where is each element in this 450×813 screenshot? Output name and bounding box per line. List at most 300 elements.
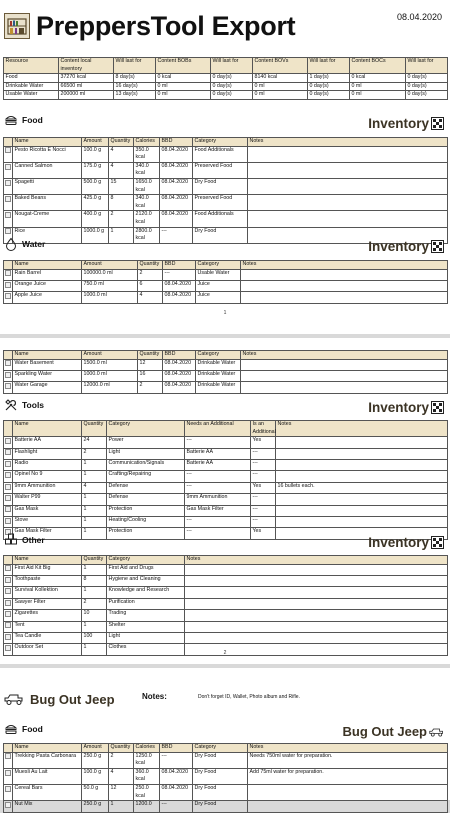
item-thumbnail-icon	[5, 484, 11, 490]
item-thumbnail-icon	[5, 383, 11, 389]
shelf-grid-icon	[431, 117, 444, 130]
table-cell: 08.04.2020	[163, 370, 196, 381]
column-header	[4, 351, 13, 360]
table-cell	[276, 448, 448, 459]
item-thumbnail-icon	[5, 438, 11, 444]
column-header	[4, 138, 13, 147]
bug-food-table	[3, 743, 448, 813]
table-cell	[241, 280, 448, 291]
item-thumbnail-icon	[5, 212, 11, 218]
table-cell: 1	[82, 459, 107, 470]
table-cell: ---	[251, 516, 276, 527]
bug-food-section-title: Food	[22, 724, 43, 734]
item-thumbnail-icon	[5, 461, 11, 467]
table-cell: Trading	[107, 610, 185, 621]
table-cell: Add 75ml water for preparation.	[248, 768, 448, 784]
export-header	[4, 6, 295, 46]
table-cell: Usable Water	[196, 269, 241, 280]
table-cell: ---	[185, 528, 251, 539]
column-header: Will last for	[211, 58, 253, 74]
table-cell: 10	[82, 610, 107, 621]
column-header: Quantity	[109, 138, 134, 147]
table-cell: ---	[160, 227, 193, 243]
column-header	[4, 556, 13, 565]
table-cell: 8	[82, 575, 107, 586]
item-image-cell	[4, 752, 13, 768]
item-image-cell	[4, 505, 13, 516]
table-row	[4, 211, 448, 227]
table-cell: 08.04.2020	[160, 195, 193, 211]
jeep-icon	[429, 726, 444, 738]
item-thumbnail-icon	[5, 577, 11, 583]
water-section-heading	[4, 237, 45, 251]
table-cell: Survival Kollektion	[13, 587, 82, 598]
table-cell: 8 day(s)	[114, 74, 156, 83]
table-cell: Power	[107, 437, 185, 448]
table-cell: 1	[82, 528, 107, 539]
table-cell: Dry Food	[193, 227, 248, 243]
table-cell: 360.0 kcal	[134, 768, 160, 784]
item-image-cell	[4, 768, 13, 784]
column-header: Needs an Additional	[185, 421, 251, 437]
table-cell: Toothpaste	[13, 575, 82, 586]
column-header: Calories	[134, 138, 160, 147]
table-row	[4, 162, 448, 178]
item-thumbnail-icon	[5, 449, 11, 455]
item-image-cell	[4, 632, 13, 643]
item-image-cell	[4, 195, 13, 211]
table-cell	[248, 146, 448, 162]
table-cell	[185, 564, 448, 575]
inventory-label-tools	[368, 400, 444, 415]
item-thumbnail-icon	[5, 372, 11, 378]
item-thumbnail-icon	[5, 282, 11, 288]
column-header: Resource	[4, 58, 59, 74]
table-row	[4, 437, 448, 448]
table-cell: Gas Mask Filter	[185, 505, 251, 516]
table-cell: 100.0 g	[82, 146, 109, 162]
table-cell: 0 day(s)	[406, 82, 448, 91]
item-thumbnail-icon	[5, 180, 11, 186]
item-thumbnail-icon	[5, 634, 11, 640]
table-cell: Food	[4, 74, 59, 83]
column-header: Quantity	[82, 556, 107, 565]
table-cell: 0 day(s)	[211, 91, 253, 100]
item-image-cell	[4, 146, 13, 162]
table-cell: Clothes	[107, 644, 185, 655]
table-cell: 1	[82, 505, 107, 516]
table-cell: 1500.0 ml	[82, 359, 138, 370]
table-row	[4, 598, 448, 609]
item-thumbnail-icon	[5, 786, 11, 792]
column-header: Category	[193, 744, 248, 753]
item-thumbnail-icon	[5, 293, 11, 299]
table-row	[4, 280, 448, 291]
table-cell: 0 ml	[156, 91, 211, 100]
table-cell: 0 kcal	[156, 74, 211, 83]
table-cell: Sawyer Filter	[13, 598, 82, 609]
table-cell	[185, 575, 448, 586]
column-header: Name	[13, 261, 82, 270]
item-image-cell	[4, 162, 13, 178]
burger-icon	[4, 113, 18, 127]
column-header: BBD	[163, 261, 196, 270]
other-section-title: Other	[22, 535, 45, 545]
table-row	[4, 448, 448, 459]
table-cell	[276, 437, 448, 448]
table-cell: Knowledge and Research	[107, 587, 185, 598]
table-row	[4, 801, 448, 812]
boxes-icon	[4, 533, 18, 547]
tools-table	[3, 420, 448, 540]
column-header: Category	[107, 421, 185, 437]
shelf-grid-icon	[431, 240, 444, 253]
item-image-cell	[4, 178, 13, 194]
item-thumbnail-icon	[5, 147, 11, 153]
table-cell: 4	[109, 162, 134, 178]
table-cell: 0 kcal	[350, 74, 406, 83]
table-cell	[276, 494, 448, 505]
table-row	[4, 505, 448, 516]
table-cell: Food Additionals	[193, 211, 248, 227]
item-image-cell	[4, 621, 13, 632]
table-cell: ---	[251, 448, 276, 459]
table-cell: Yes	[251, 437, 276, 448]
table-cell: 500.0 g	[82, 178, 109, 194]
table-cell: Defense	[107, 482, 185, 493]
table-cell	[241, 359, 448, 370]
table-cell	[185, 610, 448, 621]
table-cell: 0 day(s)	[406, 74, 448, 83]
table-cell	[241, 370, 448, 381]
column-header: Amount	[82, 138, 109, 147]
table-cell	[185, 621, 448, 632]
tools-section-title: Tools	[22, 400, 45, 410]
table-cell: 12	[109, 784, 134, 800]
item-image-cell	[4, 437, 13, 448]
wrench-screwdriver-icon	[4, 398, 18, 412]
table-cell	[241, 269, 448, 280]
table-cell: 1200.0	[134, 801, 160, 812]
table-cell: 100	[82, 632, 107, 643]
table-cell: Drinkable Water	[4, 82, 59, 91]
table-cell: 08.04.2020	[160, 768, 193, 784]
table-cell: 1	[82, 587, 107, 598]
bug-out-right-text: Bug Out Jeep	[342, 724, 427, 739]
bookshelf-logo-icon	[4, 13, 30, 39]
column-header: Calories	[134, 744, 160, 753]
table-cell: Tea Candle	[13, 632, 82, 643]
table-cell: 4	[109, 146, 134, 162]
item-image-cell	[4, 598, 13, 609]
table-cell: Water Garage	[13, 382, 82, 393]
table-cell: 2	[82, 598, 107, 609]
water-table	[3, 260, 448, 304]
table-cell: Drinkable Water	[196, 359, 241, 370]
table-cell	[248, 162, 448, 178]
table-cell: Sparkling Water	[13, 370, 82, 381]
column-header: Will last for	[114, 58, 156, 74]
item-image-cell	[4, 471, 13, 482]
column-header: Name	[13, 421, 82, 437]
inventory-label-water	[368, 239, 444, 254]
table-cell	[185, 587, 448, 598]
table-cell: 08.04.2020	[160, 784, 193, 800]
table-cell: Zigarettes	[13, 610, 82, 621]
table-cell: 350.0 kcal	[134, 146, 160, 162]
item-image-cell	[4, 382, 13, 393]
item-thumbnail-icon	[5, 228, 11, 234]
column-header: Is an Additional	[251, 421, 276, 437]
item-thumbnail-icon	[5, 506, 11, 512]
table-cell: 08.04.2020	[163, 280, 196, 291]
table-cell: ---	[185, 437, 251, 448]
table-cell: 8	[109, 195, 134, 211]
table-cell: Opinel No 9	[13, 471, 82, 482]
table-cell: 340.0 kcal	[134, 162, 160, 178]
table-row	[4, 370, 448, 381]
item-image-cell	[4, 516, 13, 527]
table-cell: 16	[138, 370, 163, 381]
table-row	[4, 587, 448, 598]
item-image-cell	[4, 575, 13, 586]
table-cell: 0 ml	[253, 82, 308, 91]
item-image-cell	[4, 610, 13, 621]
page-1	[0, 0, 450, 334]
table-cell: First Aid and Drugs	[107, 564, 185, 575]
inventory-label-text: Inventory	[368, 239, 429, 254]
table-cell: 4	[109, 768, 134, 784]
table-cell: Communication/Signals	[107, 459, 185, 470]
column-header: Name	[13, 744, 82, 753]
item-thumbnail-icon	[5, 270, 11, 276]
table-cell: Usable Water	[4, 91, 59, 100]
table-cell: 08.04.2020	[163, 292, 196, 303]
table-cell	[276, 516, 448, 527]
table-cell: Tent	[13, 621, 82, 632]
table-row	[4, 621, 448, 632]
item-thumbnail-icon	[5, 753, 11, 759]
table-cell: Outdoor Set	[13, 644, 82, 655]
table-cell: 0 day(s)	[308, 91, 350, 100]
page-number: 2	[223, 650, 227, 656]
table-row	[4, 359, 448, 370]
table-cell: 100.0 g	[82, 768, 109, 784]
table-cell: Purification	[107, 598, 185, 609]
item-thumbnail-icon	[5, 472, 11, 478]
table-cell: ---	[160, 752, 193, 768]
table-cell: Drinkable Water	[196, 382, 241, 393]
table-row	[4, 74, 448, 83]
table-row	[4, 292, 448, 303]
table-cell: Orange Juice	[13, 280, 82, 291]
table-cell: ---	[185, 516, 251, 527]
item-thumbnail-icon	[5, 565, 11, 571]
column-header: Name	[13, 351, 82, 360]
table-cell: 08.04.2020	[160, 146, 193, 162]
table-cell: Rain Barrel	[13, 269, 82, 280]
column-header: Category	[196, 261, 241, 270]
table-cell: 08.04.2020	[163, 382, 196, 393]
column-header: Quantity	[138, 351, 163, 360]
table-cell: Juice	[196, 280, 241, 291]
table-cell: 9mm Ammunition	[185, 494, 251, 505]
inventory-label-text: Inventory	[368, 535, 429, 550]
table-cell: 9mm Ammunition	[13, 482, 82, 493]
column-header: BBD	[163, 351, 196, 360]
summary-table	[3, 57, 448, 100]
column-header: Category	[107, 556, 185, 565]
table-row	[4, 178, 448, 194]
water-drop-icon	[4, 237, 18, 251]
column-header: BBD	[160, 744, 193, 753]
table-cell	[185, 598, 448, 609]
table-row	[4, 610, 448, 621]
column-header: Name	[13, 138, 82, 147]
column-header: Will last for	[308, 58, 350, 74]
table-cell: Food Additionals	[193, 146, 248, 162]
table-cell: 12	[138, 359, 163, 370]
table-cell: Stove	[13, 516, 82, 527]
table-cell: 1000.0 g	[82, 227, 109, 243]
table-cell: 1000.0 ml	[82, 292, 138, 303]
item-image-cell	[4, 280, 13, 291]
table-cell: 37270 kcal	[59, 74, 114, 83]
bug-food-section-heading	[4, 722, 43, 736]
table-cell: Radio	[13, 459, 82, 470]
table-cell: 2	[109, 752, 134, 768]
item-thumbnail-icon	[5, 196, 11, 202]
item-thumbnail-icon	[5, 360, 11, 366]
table-cell: 100000.0 ml	[82, 269, 138, 280]
table-cell: Cereal Bars	[13, 784, 82, 800]
table-cell: 16 bullets each.	[276, 482, 448, 493]
food-section-heading	[4, 113, 43, 127]
table-cell: 0 ml	[253, 91, 308, 100]
table-cell	[248, 801, 448, 812]
table-cell: 750.0 ml	[82, 280, 138, 291]
table-cell: Trekking Pasta Carbonara	[13, 752, 82, 768]
table-cell: 13 day(s)	[114, 91, 156, 100]
table-cell: 0 day(s)	[308, 82, 350, 91]
table-cell: Rice	[13, 227, 82, 243]
notes-text: Don't forget ID, Wallet, Photo album and Rifle.	[198, 694, 300, 700]
table-cell: 4	[82, 482, 107, 493]
table-cell: Spagetti	[13, 178, 82, 194]
table-cell: 1	[82, 644, 107, 655]
column-header: Quantity	[109, 744, 134, 753]
table-cell: 15	[109, 178, 134, 194]
burger-icon	[4, 722, 18, 736]
column-header: Name	[13, 556, 82, 565]
table-cell: 250.0 kcal	[134, 784, 160, 800]
table-cell: 66500 ml	[59, 82, 114, 91]
table-cell: Drinkable Water	[196, 370, 241, 381]
item-image-cell	[4, 587, 13, 598]
page-number: 1	[223, 310, 227, 316]
table-cell: Needs 750ml water for preparation.	[248, 752, 448, 768]
table-cell: 2	[82, 448, 107, 459]
table-cell	[248, 784, 448, 800]
table-cell: 08.04.2020	[160, 178, 193, 194]
table-cell: 1	[82, 621, 107, 632]
column-header: BBD	[160, 138, 193, 147]
water-table-continued	[3, 350, 448, 394]
table-row	[4, 494, 448, 505]
table-cell	[276, 505, 448, 516]
water-section-title: Water	[22, 239, 46, 249]
export-date: 08.04.2020	[396, 12, 442, 22]
table-row	[4, 146, 448, 162]
table-cell: ---	[185, 471, 251, 482]
table-cell: 1	[82, 564, 107, 575]
inventory-label-food	[368, 116, 444, 131]
other-table	[3, 555, 448, 656]
table-row	[4, 575, 448, 586]
table-cell: 4	[138, 292, 163, 303]
table-cell: 6	[138, 280, 163, 291]
table-cell: Batterie AA	[13, 437, 82, 448]
page-2	[0, 338, 450, 664]
item-thumbnail-icon	[5, 802, 11, 808]
column-header: Notes	[185, 556, 448, 565]
table-row	[4, 91, 448, 100]
inventory-label-text: Inventory	[368, 116, 429, 131]
table-cell: 340.0 kcal	[134, 195, 160, 211]
table-cell: Heating/Cooling	[107, 516, 185, 527]
table-cell: 200000 ml	[59, 91, 114, 100]
table-cell	[185, 632, 448, 643]
table-cell: 2120.0 kcal	[134, 211, 160, 227]
column-header	[4, 421, 13, 437]
column-header: Notes	[248, 744, 448, 753]
table-cell: Protection	[107, 528, 185, 539]
table-cell: ---	[251, 459, 276, 470]
shelf-grid-icon	[431, 536, 444, 549]
table-cell: 08.04.2020	[160, 211, 193, 227]
table-cell: 400.0 g	[82, 211, 109, 227]
table-cell: 0 day(s)	[406, 91, 448, 100]
table-cell: Defense	[107, 494, 185, 505]
column-header: Notes	[248, 138, 448, 147]
column-header: Notes	[241, 261, 448, 270]
item-image-cell	[4, 292, 13, 303]
table-row	[4, 269, 448, 280]
shelf-grid-icon	[431, 401, 444, 414]
table-cell: Nut Mix	[13, 801, 82, 812]
column-header: Category	[196, 351, 241, 360]
table-cell: 2	[109, 211, 134, 227]
column-header	[4, 261, 13, 270]
column-header: Category	[193, 138, 248, 147]
table-cell: Juice	[196, 292, 241, 303]
item-image-cell	[4, 494, 13, 505]
table-cell: Batterie AA	[185, 448, 251, 459]
item-thumbnail-icon	[5, 588, 11, 594]
table-cell: 1250.0 kcal	[134, 752, 160, 768]
table-cell: Dry Food	[193, 768, 248, 784]
table-cell: 0 day(s)	[211, 82, 253, 91]
table-cell	[248, 178, 448, 194]
item-thumbnail-icon	[5, 164, 11, 170]
table-cell	[248, 211, 448, 227]
table-cell: 425.0 g	[82, 195, 109, 211]
table-cell: 1000.0 ml	[82, 370, 138, 381]
table-cell: 1	[82, 471, 107, 482]
table-cell: Light	[107, 632, 185, 643]
item-image-cell	[4, 359, 13, 370]
table-cell: 2	[138, 382, 163, 393]
